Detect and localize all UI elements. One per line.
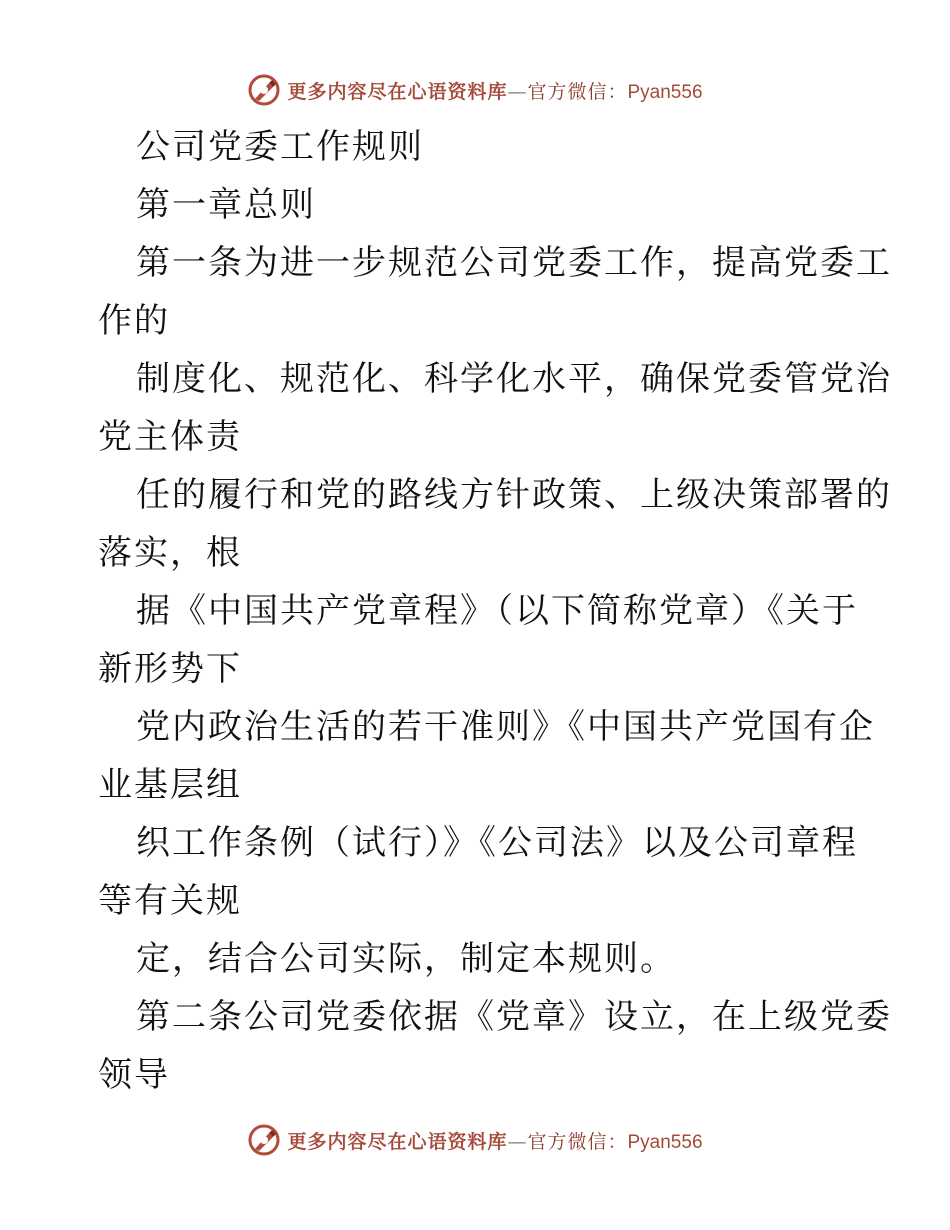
paragraph-line: 业基层组	[98, 765, 242, 805]
banner-brand: 更多内容尽在心语资料库	[287, 1130, 508, 1153]
paragraph-line: 据《中国共产党章程》（以下简称党章）《关于	[136, 591, 858, 631]
banner-brand: 更多内容尽在心语资料库	[287, 80, 508, 103]
banner-separator: —	[507, 1130, 528, 1153]
paragraph-line: 等有关规	[98, 881, 242, 921]
pen-logo-icon	[247, 1123, 281, 1157]
document-body	[98, 118, 892, 1104]
pen-logo-icon	[247, 73, 281, 107]
banner-separator: —	[507, 80, 528, 103]
footer-banner	[0, 1120, 950, 1160]
paragraph-line: 落实，根	[98, 533, 242, 573]
banner-wechat-label: 官方微信：	[527, 1130, 628, 1153]
paragraph-line: 领导	[98, 1055, 170, 1095]
paragraph-line: 第一条为进一步规范公司党委工作，提高党委工	[136, 243, 892, 283]
paragraph-line: 党内政治生活的若干准则》《中国共产党国有企	[136, 707, 875, 747]
paragraph-line: 第二条公司党委依据《党章》设立，在上级党委	[136, 997, 892, 1037]
document-title: 公司党委工作规则	[136, 127, 424, 167]
chapter-heading: 第一章总则	[136, 185, 316, 225]
header-banner	[0, 70, 950, 110]
paragraph-line: 织工作条例（试行）》《公司法》以及公司章程	[136, 823, 858, 863]
paragraph-line: 作的	[98, 301, 170, 341]
paragraph-line: 新形势下	[98, 649, 242, 689]
paragraph-line: 任的履行和党的路线方针政策、上级决策部署的	[136, 475, 892, 515]
banner-text	[287, 1127, 702, 1154]
paragraph-line: 党主体责	[98, 417, 242, 457]
banner-wechat-id: Pyan556	[627, 81, 703, 103]
banner-text	[287, 77, 702, 104]
banner-wechat-id: Pyan556	[627, 1131, 703, 1153]
banner-wechat-label: 官方微信：	[527, 80, 628, 103]
paragraph-line: 定，结合公司实际，制定本规则。	[136, 939, 676, 979]
paragraph-line: 制度化、规范化、科学化水平，确保党委管党治	[136, 359, 892, 399]
